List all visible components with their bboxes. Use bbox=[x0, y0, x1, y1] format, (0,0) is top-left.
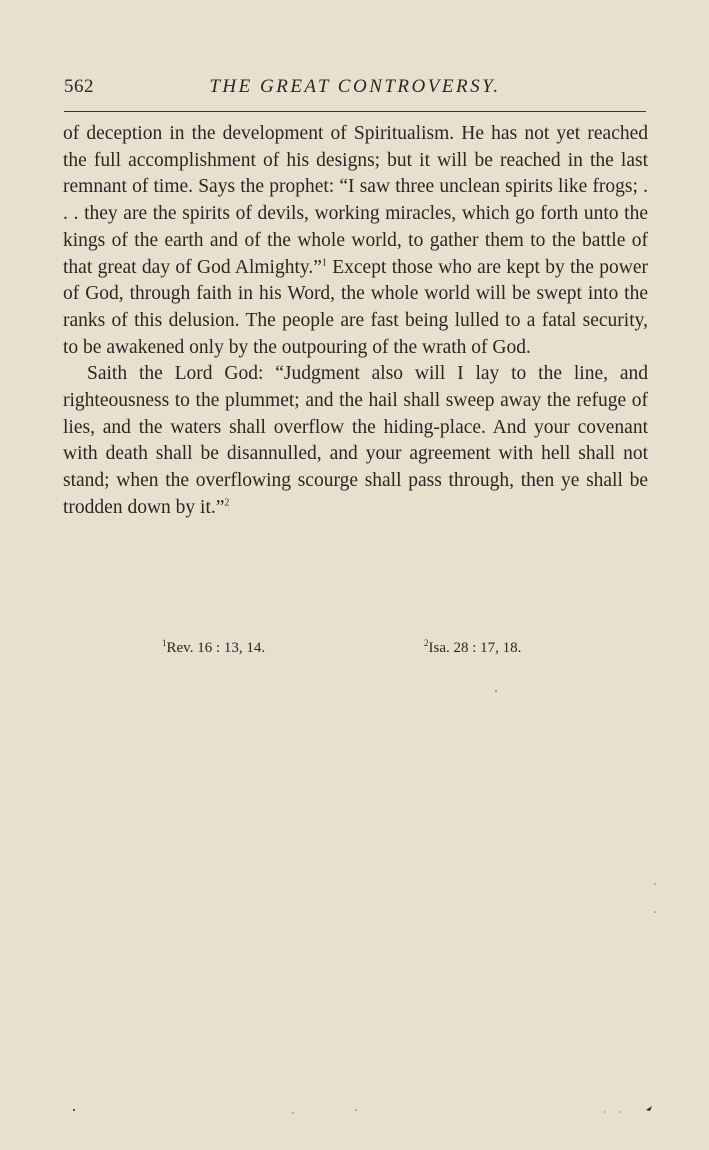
footnote-ref-2: 2 bbox=[224, 497, 230, 509]
paper-speck bbox=[654, 883, 656, 885]
footnote-1 bbox=[162, 640, 265, 657]
footnote-ref-1: 1 bbox=[321, 257, 327, 269]
header-rule bbox=[64, 111, 646, 112]
footnote-2-marker: 2 bbox=[424, 638, 429, 648]
paper-speck bbox=[619, 1111, 620, 1112]
page-header bbox=[64, 76, 646, 102]
paper-speck bbox=[355, 1109, 357, 1111]
paper-speck bbox=[292, 1112, 294, 1114]
paper-speck bbox=[654, 911, 656, 913]
paper-speck bbox=[604, 1111, 605, 1112]
paragraph-2 bbox=[63, 361, 648, 521]
page-number: 562 bbox=[64, 76, 94, 97]
footnote-2 bbox=[424, 640, 521, 657]
footnotes bbox=[162, 640, 582, 662]
paragraph-2-text: Saith the Lord God: “Judgment also will I lay to the line, and righteousness to the plummet; and the hail shall sweep away the refuge of lies, and the waters shall overflow the hiding-place. And your covenant with death shall be disannulled, and your agreement with hell shall not stand; when the overflowing scourge shall pass through, then ye shall be trodden down by it.” bbox=[63, 363, 648, 518]
paragraph-1 bbox=[63, 121, 648, 361]
paragraph-1-part-b: Except those who are kept by the power of God, through faith in his Word, the whole world will be swept into the ranks of this delusion. The people are fast being lulled to a fatal security, to be awakened only by the outpouring of the wrath of God. bbox=[63, 256, 648, 358]
paragraph-1-part-a: of deception in the development of Spiritualism. He has not yet reached the full accomplishment of his designs; but it will be reached in the last remnant of time. Says the prophet: “I saw three unclean spirits like frogs; . . . they are the spirits of devils, working miracles, which go forth unto the kings of the earth and of the whole world, to gather them to the battle of that great day of God Almighty.” bbox=[63, 123, 648, 278]
paper-speck bbox=[646, 1106, 652, 1111]
paper-speck bbox=[73, 1109, 75, 1111]
paper-speck bbox=[495, 690, 497, 692]
footnote-1-text: Rev. 16 : 13, 14. bbox=[166, 640, 266, 656]
running-title: THE GREAT CONTROVERSY. bbox=[209, 76, 501, 97]
footnote-1-marker: 1 bbox=[162, 638, 167, 648]
footnote-2-text: Isa. 28 : 17, 18. bbox=[428, 640, 522, 656]
body-text bbox=[63, 121, 648, 522]
